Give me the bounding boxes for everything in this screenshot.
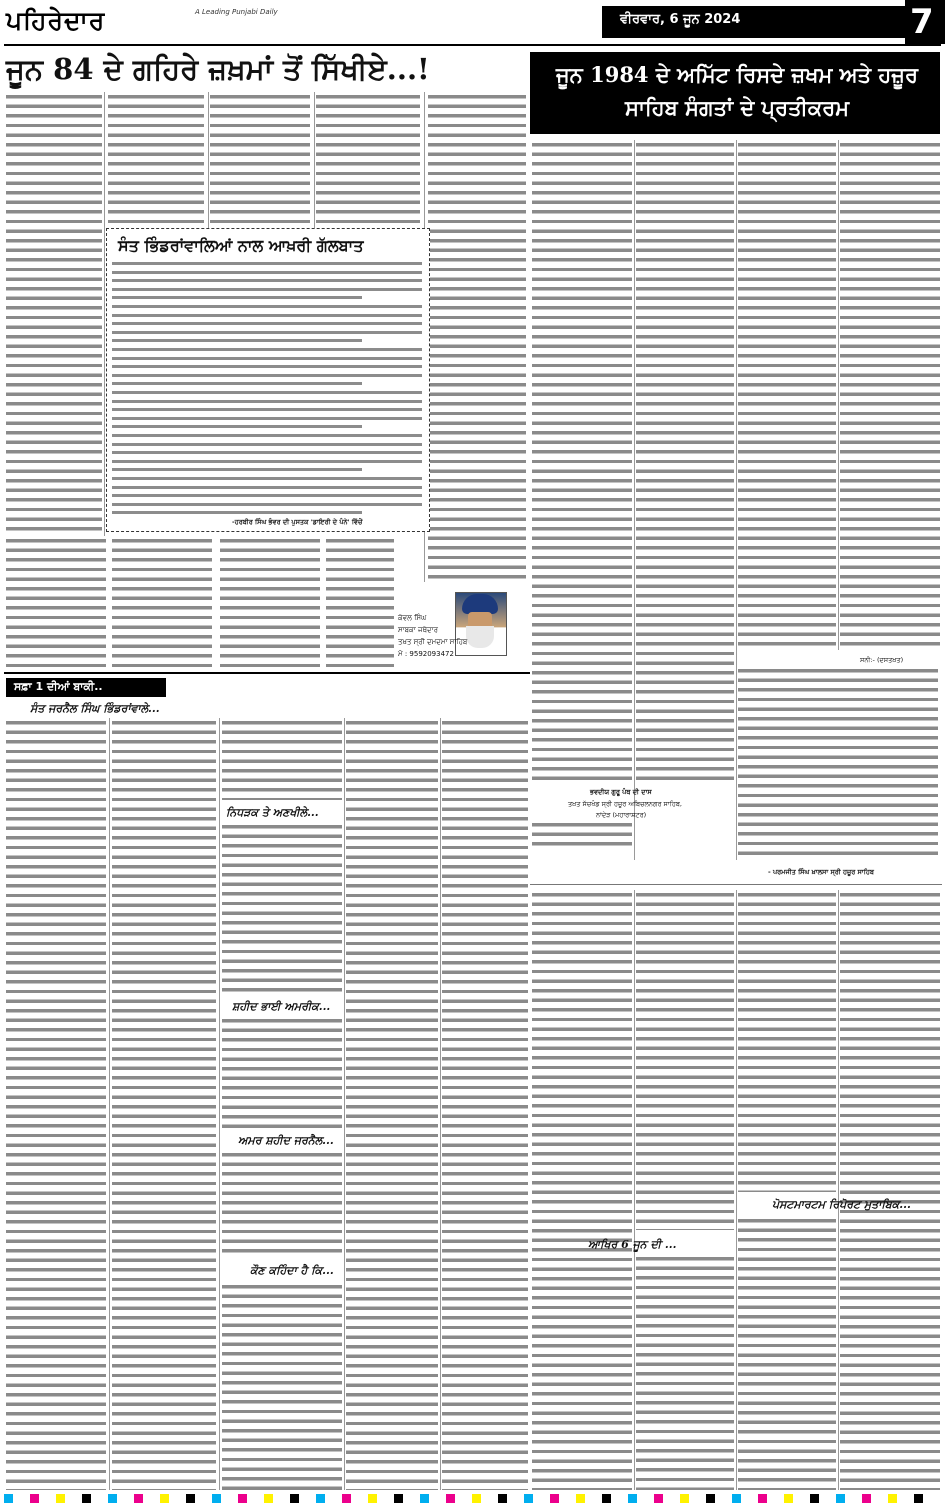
quote-line	[112, 262, 422, 265]
registration-mark	[680, 1494, 689, 1503]
registration-mark	[576, 1494, 585, 1503]
right-col-3b-text	[738, 666, 938, 860]
quote-line	[112, 305, 422, 308]
subhead-kaun-kehnda: ਕੌਣ ਕਹਿੰਦਾ ਹੈ ਕਿ...	[250, 1264, 334, 1277]
author-turban	[462, 594, 498, 614]
lower-right-col-2-text	[636, 890, 734, 1230]
quote-line	[112, 314, 422, 317]
left-col-3-top-text	[210, 92, 310, 226]
registration-mark	[810, 1494, 819, 1503]
author-phone: ਮੋ : 9592093472	[398, 650, 454, 658]
registration-mark	[368, 1494, 377, 1503]
registration-mark	[602, 1494, 611, 1503]
right-col-3-text	[738, 140, 836, 650]
column-divider	[109, 718, 110, 1490]
quote-line	[112, 400, 422, 403]
registration-mark	[4, 1494, 13, 1503]
left-col-1b-text	[6, 536, 106, 670]
masthead-rule	[4, 44, 941, 46]
cont-col-3-b-text	[222, 1016, 342, 1128]
registration-mark	[30, 1494, 39, 1503]
quote-line	[112, 296, 362, 299]
lower-right-col-3-text	[738, 890, 836, 1192]
cont-col-3-mid-text	[222, 822, 342, 994]
column-divider	[634, 140, 635, 860]
registration-mark	[212, 1494, 221, 1503]
column-divider	[208, 92, 209, 228]
author-beard	[466, 626, 494, 648]
registration-mark	[836, 1494, 845, 1503]
left-col-2b-text	[112, 536, 212, 670]
left-col-4-top-text	[316, 92, 420, 226]
quote-box-credit: -ਹਰਬੀਰ ਸਿੰਘ ਭੰਵਰ ਦੀ ਪੁਸਤਕ 'ਡਾਇਰੀ ਦੇ ਪੰਨੇ' ਵਿੱਚੋਂ	[232, 518, 363, 526]
right-article-closing: - ਪਰਮਜੀਤ ਸਿੰਘ ਖ਼ਾਲਸਾ ਸ੍ਰੀ ਹਜ਼ੂਰ ਸਾਹਿਬ	[768, 868, 874, 876]
right-col-2-text	[636, 140, 734, 780]
registration-mark	[524, 1494, 533, 1503]
quote-line	[112, 425, 362, 428]
quote-line	[112, 331, 422, 334]
quote-line	[112, 434, 422, 437]
cont-col-3-c-text	[222, 1150, 342, 1258]
column-divider	[634, 890, 635, 1490]
registration-mark	[160, 1494, 169, 1503]
registration-mark	[238, 1494, 247, 1503]
quote-line	[112, 417, 422, 420]
registration-mark	[888, 1494, 897, 1503]
quote-line	[112, 288, 422, 291]
newspaper-logo: ਪਹਿਰੇਦਾਰ	[6, 6, 106, 35]
cont-col-4-text	[346, 718, 438, 1490]
registration-mark	[134, 1494, 143, 1503]
right-col-4-text	[840, 140, 940, 650]
signature-line-3: ਨਾਂਦੇੜ (ਮਹਾਰਾਸ਼ਟਰ)	[596, 811, 647, 819]
registration-mark	[186, 1494, 195, 1503]
tagline: A Leading Punjabi Daily	[195, 8, 278, 16]
registration-mark	[290, 1494, 299, 1503]
column-divider	[440, 718, 441, 1490]
right-col-1b-text	[532, 820, 632, 850]
quote-line	[112, 322, 422, 325]
registration-mark	[784, 1494, 793, 1503]
cont-col-5-text	[442, 718, 528, 1490]
registration-mark	[654, 1494, 663, 1503]
right-col-1-text	[532, 140, 632, 780]
registration-mark	[498, 1494, 507, 1503]
quote-line	[112, 348, 422, 351]
quote-line	[112, 391, 422, 394]
quote-line	[112, 271, 422, 274]
quote-line	[112, 374, 422, 377]
registration-mark	[108, 1494, 117, 1503]
cont-col-1-text	[6, 718, 106, 1490]
left-col-2-top-text	[108, 92, 204, 226]
registration-mark	[316, 1494, 325, 1503]
quote-line	[112, 382, 362, 385]
subhead-postmortem: ਪੋਸਟਮਾਰਟਮ ਰਿਪੋਰਟ ਮੁਤਾਬਿਕ...	[772, 1198, 911, 1211]
continuation-banner-text: ਸਫ਼ਾ 1 ਦੀਆਂ ਬਾਕੀ..	[14, 680, 103, 693]
registration-mark	[732, 1494, 741, 1503]
column-divider	[344, 718, 345, 1490]
quote-line	[112, 486, 422, 489]
section-divider	[4, 672, 530, 674]
issue-date: ਵੀਰਵਾਰ, 6 ਜੂਨ 2024	[620, 12, 741, 27]
author-org: ਤਖ਼ਤ ਸ੍ਰੀ ਦਮਦਮਾ ਸਾਹਿਬ	[398, 638, 468, 646]
quote-line	[112, 408, 422, 411]
subhead-sant-jarnail: ਸੰਤ ਜਰਨੈਲ ਸਿੰਘ ਭਿੰਡਰਾਂਵਾਲੇ...	[30, 702, 160, 715]
lower-right-col-1-text	[532, 890, 632, 1490]
quote-line	[112, 511, 362, 514]
lower-right-col-2b-text	[636, 1254, 734, 1490]
quote-line	[112, 460, 422, 463]
column-divider	[219, 718, 220, 1490]
quote-line	[112, 279, 422, 282]
registration-mark	[550, 1494, 559, 1503]
subhead-shaheed-amrik: ਸ਼ਹੀਦ ਭਾਈ ਅਮਰੀਕ...	[232, 1000, 331, 1013]
right-section-divider	[530, 884, 942, 885]
registration-mark	[706, 1494, 715, 1503]
lower-right-col-3b-text	[738, 1216, 836, 1490]
author-title: ਸਾਬਕਾ ਜਥੇਦਾਰ	[398, 626, 439, 634]
quote-line	[112, 357, 422, 360]
page-number: 7	[910, 2, 934, 42]
quote-line	[112, 494, 422, 497]
quote-line	[112, 339, 362, 342]
author-name: ਕੇਵਲ ਸਿੰਘ	[398, 614, 427, 622]
subhead-nidhrak: ਨਿਧੜਕ ਤੇ ਅਣਖੀਲੇ...	[226, 806, 319, 819]
registration-mark	[862, 1494, 871, 1503]
registration-mark	[56, 1494, 65, 1503]
left-col-5-text	[428, 92, 526, 582]
column-divider	[104, 92, 105, 536]
left-col-3b-text	[220, 536, 320, 670]
right-article-headline: ਜੂਨ 1984 ਦੇ ਅਮਿੱਟ ਰਿਸਦੇ ਜ਼ਖਮ ਅਤੇ ਹਜ਼ੂਰ ਸਾਹਿਬ ਸੰਗਤਾਂ ਦੇ ਪ੍ਰਤੀਕਰਮ	[555, 62, 919, 120]
registration-mark	[628, 1494, 637, 1503]
registration-mark	[420, 1494, 429, 1503]
signature-line-1: ਭਵਦੀਯ ਗੁਰੂ ਪੰਥ ਦੀ ਦਾਸ	[590, 788, 652, 796]
subhead-amar-shaheed: ਅਮਰ ਸ਼ਹੀਦ ਜਰਨੈਲ...	[238, 1134, 334, 1147]
registration-mark	[342, 1494, 351, 1503]
left-col-4b-text	[326, 536, 394, 670]
quote-line	[112, 468, 362, 471]
registration-mark	[446, 1494, 455, 1503]
registration-mark	[82, 1494, 91, 1503]
quote-line	[112, 477, 422, 480]
lower-right-col-4-text	[840, 890, 940, 1490]
column-divider	[838, 890, 839, 1490]
registration-mark	[758, 1494, 767, 1503]
registration-mark	[394, 1494, 403, 1503]
subhead-akhir-6-june: ਆਖਿਰ 6 ਜੂਨ ਦੀ ...	[588, 1238, 677, 1251]
signature-line-2: ਤਖ਼ਤ ਸੱਚਖੰਡ ਸ੍ਰੀ ਹਜ਼ੂਰ ਅਬਿਚਲਨਗਰ ਸਾਹਿਬ,	[568, 800, 682, 808]
quote-box-title: ਸੰਤ ਭਿੰਡਰਾਂਵਾਲਿਆਂ ਨਾਲ ਆਖ਼ਰੀ ਗੱਲਬਾਤ	[118, 236, 364, 255]
column-divider	[736, 140, 737, 860]
column-divider	[838, 140, 839, 650]
quote-line	[112, 503, 422, 506]
column-divider	[736, 890, 737, 1490]
registration-mark	[914, 1494, 923, 1503]
column-divider	[314, 92, 315, 228]
dated-label: ਸਨੀ:- (ਦਸਤਖ਼ਤ)	[860, 656, 904, 664]
left-article-headline: ਜੂਨ 84 ਦੇ ਗਹਿਰੇ ਜ਼ਖ਼ਮਾਂ ਤੋਂ ਸਿੱਖੀਏ...!	[6, 52, 430, 86]
quote-line	[112, 451, 422, 454]
cont-col-3-d-text	[222, 1282, 342, 1490]
quote-line	[112, 365, 422, 368]
registration-mark	[472, 1494, 481, 1503]
quote-line	[112, 443, 422, 446]
cont-col-3-top-text	[222, 718, 342, 800]
cont-col-2-text	[112, 718, 216, 1490]
registration-mark	[264, 1494, 273, 1503]
